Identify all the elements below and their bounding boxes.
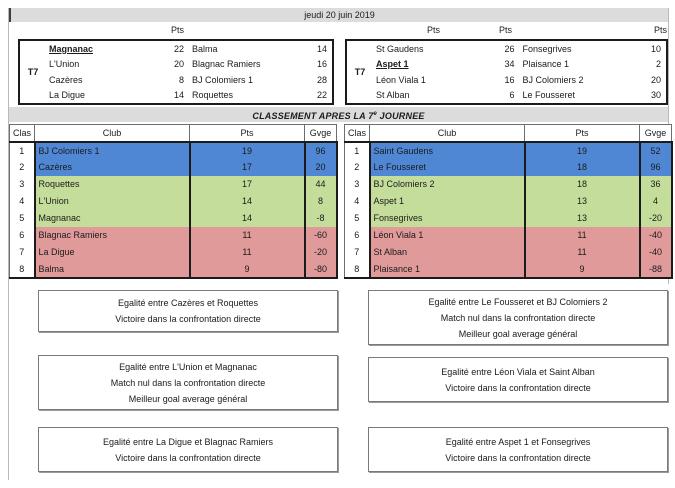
ranking-cell-gvge: 4 xyxy=(640,193,672,210)
tiebreak-note-right-1 xyxy=(368,290,668,345)
table-row xyxy=(10,210,337,227)
ranking-cell-gvge: -40 xyxy=(640,244,672,261)
ranking-cell-clas: 2 xyxy=(10,159,35,176)
tiebreak-note-line: Victoire dans la confrontation directe xyxy=(115,452,261,463)
ranking-cell-clas: 8 xyxy=(10,261,35,278)
banner-ordinal-suffix: e xyxy=(373,111,377,117)
ranking-cell-gvge: -20 xyxy=(305,244,337,261)
column-header-clas: Clas xyxy=(10,125,35,142)
ranking-cell-pts: 13 xyxy=(525,210,640,227)
results-away-team: Blagnac Ramiers xyxy=(192,59,261,70)
ranking-header-row xyxy=(10,125,337,142)
results-away-points: 28 xyxy=(316,74,327,85)
table-row xyxy=(10,261,337,278)
table-row xyxy=(10,142,337,159)
results-away-points: 20 xyxy=(650,74,661,85)
ranking-cell-clas: 5 xyxy=(345,210,370,227)
ranking-cell-pts: 9 xyxy=(190,261,305,278)
banner-text-after: JOURNEE xyxy=(376,111,425,121)
results-home-points: 26 xyxy=(504,43,515,54)
tiebreak-note-line: Meilleur goal average général xyxy=(458,328,578,339)
ranking-cell-pts: 9 xyxy=(525,261,640,278)
ranking-cell-pts: 13 xyxy=(525,193,640,210)
ranking-cell-gvge: -20 xyxy=(640,210,672,227)
ranking-cell-club: Blagnac Ramiers xyxy=(35,227,190,244)
tiebreak-note-right-3 xyxy=(368,427,668,472)
banner-text-before: CLASSEMENT APRES LA 7 xyxy=(252,111,374,121)
results-away-team: Balma xyxy=(192,43,218,54)
ranking-cell-gvge: 36 xyxy=(640,176,672,193)
date-title-bar: jeudi 20 juin 2019 xyxy=(9,8,668,22)
ranking-cell-club: Roquettes xyxy=(35,176,190,193)
ranking-cell-clas: 4 xyxy=(10,193,35,210)
ranking-cell-pts: 14 xyxy=(190,210,305,227)
ranking-cell-clas: 8 xyxy=(345,261,370,278)
ranking-cell-pts: 17 xyxy=(190,176,305,193)
results-home-points: 8 xyxy=(178,74,184,85)
ranking-cell-gvge: -40 xyxy=(640,227,672,244)
table-row xyxy=(345,159,672,176)
results-away-team: BJ Colomiers 2 xyxy=(522,74,584,85)
ranking-cell-gvge: 96 xyxy=(305,142,337,159)
tiebreak-note-line: Egalité entre Léon Viala et Saint Alban xyxy=(441,366,595,377)
pts-header-row xyxy=(9,23,668,39)
ranking-cell-club: L'Union xyxy=(35,193,190,210)
ranking-cell-club: St Alban xyxy=(370,244,525,261)
results-home-team: Cazères xyxy=(49,74,83,85)
results-away-points: 10 xyxy=(650,43,661,54)
results-away-team: BJ Colomiers 1 xyxy=(192,74,254,85)
column-header-clas: Clas xyxy=(345,125,370,142)
results-group-label: T7 xyxy=(354,67,366,77)
table-row xyxy=(345,142,672,159)
tiebreak-note-line: Victoire dans la confrontation directe xyxy=(445,452,591,463)
column-header-club: Club xyxy=(370,125,525,142)
ranking-cell-club: Cazères xyxy=(35,159,190,176)
ranking-cell-gvge: 96 xyxy=(640,159,672,176)
results-home-team: L'Union xyxy=(49,59,80,70)
tiebreak-note-line: Meilleur goal average général xyxy=(128,393,248,404)
results-home-points: 34 xyxy=(504,59,515,70)
ranking-header-row xyxy=(345,125,672,142)
table-row xyxy=(10,227,337,244)
ranking-cell-clas: 3 xyxy=(345,176,370,193)
tiebreak-note-line: Match nul dans la confrontation directe xyxy=(110,377,266,388)
ranking-cell-clas: 1 xyxy=(10,142,35,159)
tiebreak-note-line: Victoire dans la confrontation directe xyxy=(115,314,261,324)
ranking-cell-clas: 7 xyxy=(345,244,370,261)
ranking-cell-pts: 19 xyxy=(525,142,640,159)
tiebreak-note-right-2 xyxy=(368,357,668,402)
pts-header-right-away: Pts xyxy=(654,25,668,35)
results-home-team: Léon Viala 1 xyxy=(376,74,426,85)
results-away-points: 22 xyxy=(316,90,327,101)
pts-header-left-home: Pts xyxy=(171,25,185,35)
ranking-cell-club: Magnanac xyxy=(35,210,190,227)
ranking-cell-clas: 5 xyxy=(10,210,35,227)
results-group-label: T7 xyxy=(27,67,39,77)
results-home-team: St Gaudens xyxy=(376,43,424,54)
ranking-cell-gvge: -80 xyxy=(305,261,337,278)
results-home-team: Aspet 1 xyxy=(376,59,409,70)
tiebreak-note-line: Egalité entre L'Union et Magnanac xyxy=(119,361,257,372)
ranking-cell-gvge: 44 xyxy=(305,176,337,193)
ranking-cell-club: BJ Colomiers 1 xyxy=(35,142,190,159)
ranking-cell-club: Fonsegrives xyxy=(370,210,525,227)
table-row xyxy=(345,244,672,261)
results-away-points: 30 xyxy=(650,90,661,101)
results-home-points: 20 xyxy=(173,59,184,70)
table-row xyxy=(345,227,672,244)
classement-banner xyxy=(9,107,668,122)
tiebreak-note-left-1 xyxy=(38,290,338,332)
column-header-gvge: Gvge xyxy=(640,125,672,142)
results-away-points: 16 xyxy=(316,59,327,70)
results-home-points: 16 xyxy=(504,74,515,85)
results-away-points: 2 xyxy=(655,59,661,70)
tiebreak-note-line: Victoire dans la confrontation directe xyxy=(445,382,591,393)
results-away-team: Le Fousseret xyxy=(522,90,576,101)
results-home-points: 22 xyxy=(173,43,184,54)
ranking-cell-pts: 19 xyxy=(190,142,305,159)
results-block-right xyxy=(345,39,668,105)
ranking-cell-pts: 18 xyxy=(525,176,640,193)
results-away-team: Fonsegrives xyxy=(522,43,572,54)
results-home-team: Magnanac xyxy=(49,43,94,54)
pts-header-left-away: Pts xyxy=(427,25,441,35)
ranking-cell-club: Plaisance 1 xyxy=(370,261,525,278)
ranking-cell-clas: 6 xyxy=(345,227,370,244)
ranking-cell-clas: 7 xyxy=(10,244,35,261)
table-row xyxy=(345,210,672,227)
ranking-cell-gvge: -88 xyxy=(640,261,672,278)
table-row xyxy=(10,159,337,176)
ranking-cell-clas: 2 xyxy=(345,159,370,176)
ranking-cell-pts: 11 xyxy=(190,244,305,261)
table-row xyxy=(10,244,337,261)
table-row xyxy=(345,193,672,210)
results-away-team: Roquettes xyxy=(192,90,234,101)
ranking-cell-club: BJ Colomiers 2 xyxy=(370,176,525,193)
ranking-cell-clas: 1 xyxy=(345,142,370,159)
tiebreak-note-left-3 xyxy=(38,427,338,472)
tiebreak-note-left-2 xyxy=(38,355,338,410)
ranking-cell-pts: 17 xyxy=(190,159,305,176)
results-away-points: 14 xyxy=(316,43,327,54)
ranking-cell-club: Saint Gaudens xyxy=(370,142,525,159)
column-header-gvge: Gvge xyxy=(305,125,337,142)
column-header-club: Club xyxy=(35,125,190,142)
pts-header-right-home: Pts xyxy=(499,25,513,35)
ranking-cell-pts: 18 xyxy=(525,159,640,176)
ranking-cell-club: Le Fousseret xyxy=(370,159,525,176)
ranking-cell-club: Léon Viala 1 xyxy=(370,227,525,244)
ranking-cell-club: Aspet 1 xyxy=(370,193,525,210)
results-away-team: Plaisance 1 xyxy=(522,59,570,70)
ranking-table-right xyxy=(344,124,673,279)
table-row xyxy=(10,176,337,193)
tiebreak-note-line: Egalité entre Cazères et Roquettes xyxy=(117,298,259,308)
tiebreak-note-line: Egalité entre La Digue et Blagnac Ramiers xyxy=(102,436,274,447)
ranking-cell-gvge: 52 xyxy=(640,142,672,159)
table-row xyxy=(345,261,672,278)
ranking-cell-pts: 11 xyxy=(525,244,640,261)
results-home-points: 14 xyxy=(173,90,184,101)
ranking-cell-club: La Digue xyxy=(35,244,190,261)
column-header-pts: Pts xyxy=(190,125,305,142)
ranking-cell-gvge: 20 xyxy=(305,159,337,176)
ranking-cell-pts: 14 xyxy=(190,193,305,210)
ranking-table-left xyxy=(9,124,338,279)
ranking-cell-pts: 11 xyxy=(190,227,305,244)
results-home-team: St Alban xyxy=(376,90,410,101)
ranking-cell-club: Balma xyxy=(35,261,190,278)
results-home-team: La Digue xyxy=(49,90,86,101)
ranking-cell-gvge: -60 xyxy=(305,227,337,244)
results-home-points: 6 xyxy=(509,90,515,101)
tiebreak-note-line: Egalité entre Le Fousseret et BJ Colomiers 2 xyxy=(428,296,608,307)
results-block-left xyxy=(18,39,334,105)
tiebreak-note-line: Egalité entre Aspet 1 et Fonsegrives xyxy=(445,436,591,447)
table-row xyxy=(345,176,672,193)
column-header-pts: Pts xyxy=(525,125,640,142)
ranking-cell-pts: 11 xyxy=(525,227,640,244)
ranking-cell-clas: 4 xyxy=(345,193,370,210)
tiebreak-note-line: Match nul dans la confrontation directe xyxy=(440,312,596,323)
ranking-cell-clas: 3 xyxy=(10,176,35,193)
table-row xyxy=(10,193,337,210)
ranking-cell-clas: 6 xyxy=(10,227,35,244)
ranking-cell-gvge: 8 xyxy=(305,193,337,210)
ranking-cell-gvge: -8 xyxy=(305,210,337,227)
